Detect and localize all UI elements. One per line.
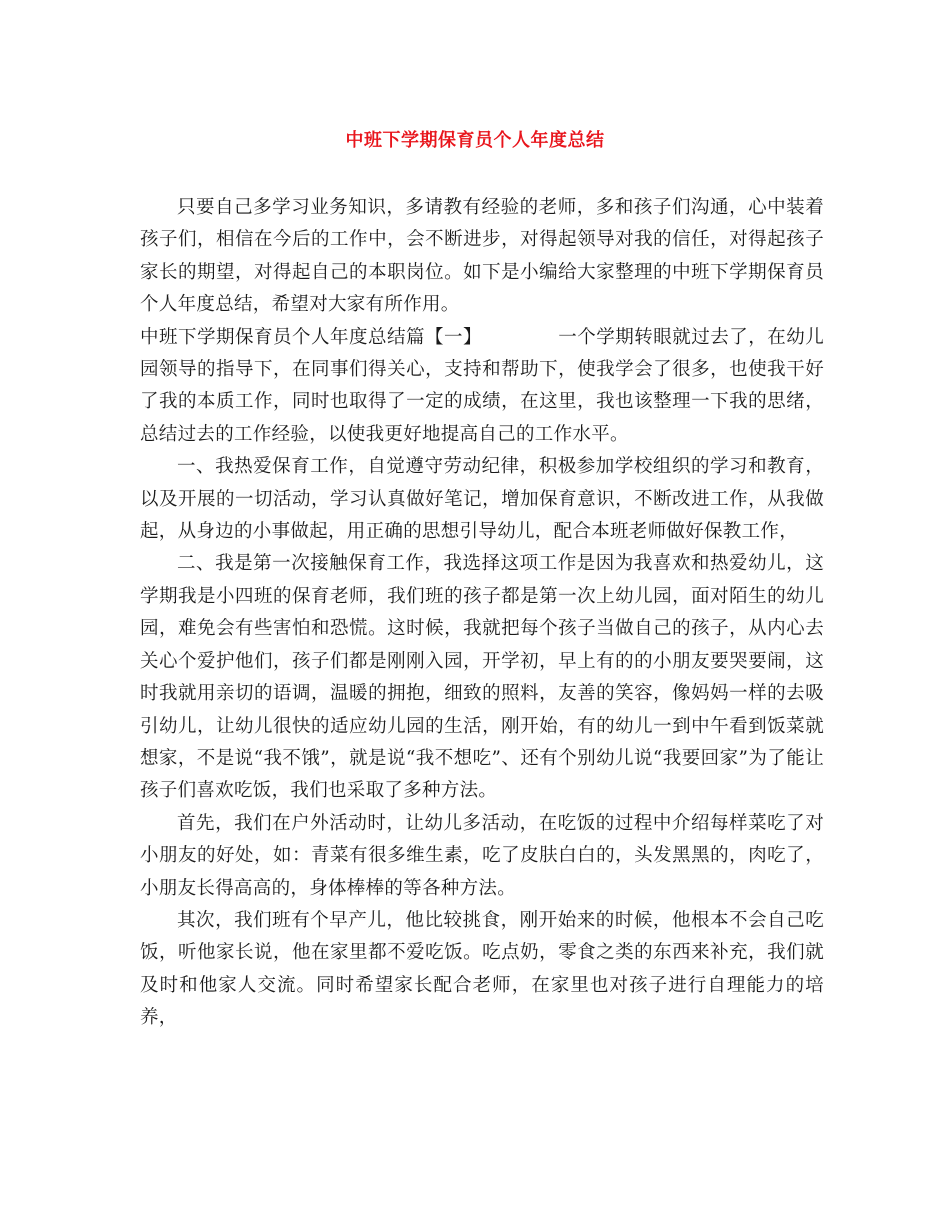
section-paragraph: [140, 322, 824, 452]
section-heading: 中班下学期保育员个人年度总结篇【一】: [140, 326, 482, 348]
document-title: 中班下学期保育员个人年度总结: [345, 130, 605, 151]
intro-paragraph: 只要自己多学习业务知识，多请教有经验的老师，多和孩子们沟通，心中装着孩子们，相信在今后的工作中，会不断进步，对得起领导对我的信任，对得起孩子家长的期望，对得起自己的本职岗位。如下是小编给大家整理的中班下学期保育员个人年度总结，希望对大家有所作用。: [140, 197, 824, 316]
paragraph-four: 其次，我们班有个早产儿，他比较挑食，刚开始来的时候，他根本不会自己吃饭，听他家长说，他在家里都不爱吃饭。吃点奶，零食之类的东西来补充，我们就及时和他家人交流。同时希望家长配合老师，在家里也对孩子进行自理能力的培养，: [140, 909, 824, 1029]
document-body: [140, 192, 824, 1035]
section-first-text: 一个学期转眼就过去了，在幼儿园领导的指导下，在同事们得关心，支持和帮助下，使我学会了很多，也使我干好了我的本质工作，同时也取得了一定的成绩，在这里，我也该整理一下我的思绪，总结过去的工作经验，以使我更好地提高自己的工作水平。: [140, 326, 824, 445]
paragraph-two: 二、我是第一次接触保育工作，我选择这项工作是因为我喜欢和热爱幼儿，这学期我是小四班的保育老师，我们班的孩子都是第一次上幼儿园，面对陌生的幼儿园，难免会有些害怕和恐慌。这时候，我就把每个孩子当做自己的孩子，从内心去关心个爱护他们，孩子们都是刚刚入园，开学初，早上有的的小朋友要哭要闹，这时我就用亲切的语调，温暖的拥抱，细致的照料，友善的笑容，像妈妈一样的去吸引幼儿，让幼儿很快的适应幼儿园的生活，刚开始，有的幼儿一到中午看到饭菜就想家，不是说“我不饿”，就是说“我不想吃”、还有个别幼儿说“我要回家”为了能让孩子们喜欢吃饭，我们也采取了多种方法。: [140, 553, 824, 802]
paragraph-one: 一、我热爱保育工作，自觉遵守劳动纪律，积极参加学校组织的学习和教育，以及开展的一切活动，学习认真做好笔记，增加保育意识，不断改进工作，从我做起，从身边的小事做起，用正确的思想引导幼儿，配合本班老师做好保教工作，: [140, 456, 824, 543]
paragraph-three: 首先，我们在户外活动时，让幼儿多活动，在吃饭的过程中介绍每样菜吃了对小朋友的好处，如：青菜有很多维生素，吃了皮肤白白的，头发黑黑的，肉吃了，小朋友长得高高的，身体棒棒的等各种方法。: [140, 812, 824, 899]
